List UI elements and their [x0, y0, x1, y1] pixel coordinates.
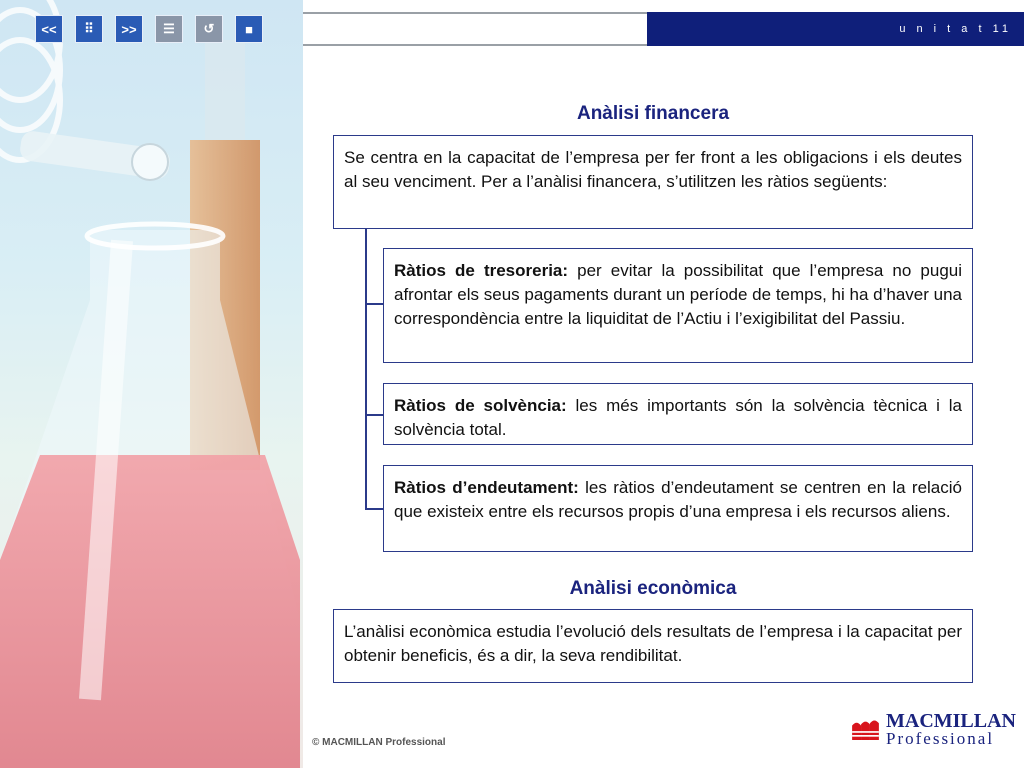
ratio-text: les més importants són la solvència tècnica i la solvència total.: [394, 396, 963, 439]
macmillan-logo-icon: [851, 708, 880, 752]
financial-intro-text: Se centra en la capacitat de l’empresa per fer front a les obligacions i els deutes al seu venciment. Per a l’anàlisi financera, s’utilitzen les ràtios següents:: [344, 148, 962, 191]
ratio-box-solvency: [383, 383, 973, 445]
ratio-text: per evitar la possibilitat que l’empresa no pugui afrontar els seus pagaments durant un període de temps, hi ha d’haver una correspondència entre la liquiditat de l’Actiu i l’exigibilitat del Passiu.: [394, 261, 963, 328]
ratio-text: les ràtios d’endeutament se centren en la relació que existeix entre els recursos propis d’una empresa i els recursos aliens.: [394, 478, 962, 521]
prev-button[interactable]: <<: [35, 15, 63, 43]
ratio-box-treasury: [383, 248, 973, 363]
nav-toolbar: [35, 15, 263, 43]
logo-line2: Professional: [886, 729, 995, 748]
copyright: © MACMILLAN Professional: [312, 737, 446, 748]
ratio-box-debt: [383, 465, 973, 552]
lab-photo: [0, 0, 303, 768]
ratio-term: Ràtios de tresoreria:: [394, 261, 569, 280]
stop-icon: ■: [245, 21, 253, 37]
header-rule: [303, 12, 647, 46]
macmillan-logo: [851, 706, 1016, 754]
list-icon: ☰: [163, 21, 175, 36]
ratio-term: Ràtios de solvència:: [394, 396, 567, 415]
tree-connector-3: [365, 508, 384, 510]
list-button[interactable]: [155, 15, 183, 43]
logo-line1: MACMILLAN: [886, 710, 1016, 732]
tree-connector-1: [365, 303, 384, 305]
ratio-term: Ràtios d’endeutament:: [394, 478, 579, 497]
next-button[interactable]: >>: [115, 15, 143, 43]
index-button[interactable]: [75, 15, 103, 43]
unit-header: [647, 12, 1024, 46]
stop-button[interactable]: [235, 15, 263, 43]
undo-icon: ↺: [203, 21, 215, 36]
tree-connector-2: [365, 414, 384, 416]
unit-label: u n i t a t 11: [899, 23, 1012, 35]
back-button[interactable]: [195, 15, 223, 43]
financial-intro-box: [333, 135, 973, 229]
section-title-economic: Anàlisi econòmica: [569, 578, 737, 599]
economic-text: L’anàlisi econòmica estudia l’evolució dels resultats de l’empresa i la capacitat per obtenir beneficis, és a dir, la seva rendibilitat.: [344, 622, 962, 665]
section-title-financial: Anàlisi financera: [576, 103, 730, 124]
economic-box: [333, 609, 973, 683]
grid-dots-icon: ⠿: [84, 21, 94, 36]
flask-illustration: [0, 0, 303, 768]
tree-connector-vertical: [365, 229, 367, 509]
